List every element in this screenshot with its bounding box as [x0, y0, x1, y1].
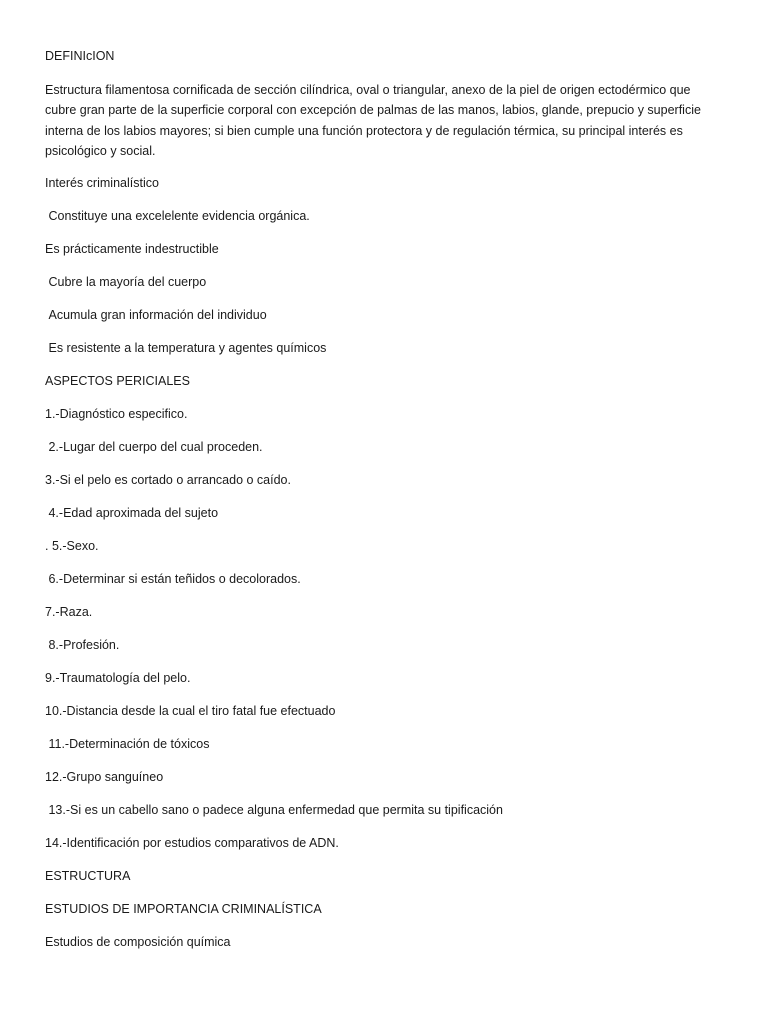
aspecto-item: 11.-Determinación de tóxicos	[45, 737, 210, 752]
document-page	[45, 47, 715, 966]
aspecto-item: 9.-Traumatología del pelo.	[45, 671, 191, 686]
aspecto-item: 3.-Si el pelo es cortado o arrancado o caído.	[45, 473, 291, 488]
interes-item: Es prácticamente indestructible	[45, 242, 219, 257]
heading-estructura: ESTRUCTURA	[45, 869, 131, 884]
aspecto-item: 14.-Identificación por estudios comparativos de ADN.	[45, 836, 339, 851]
aspecto-item: . 5.-Sexo.	[45, 539, 99, 554]
definition-paragraph: Estructura filamentosa cornificada de sección cilíndrica, oval o triangular, anexo de la piel de origen ectodérmico que cubre gran parte de la superficie corporal con excepción de palmas de las manos, labios, glande, prepucio y superficie interna de los labios mayores; si bien cumple una función protectora y de regulación térmica, su principal interés es psicológico y social.	[45, 83, 701, 159]
aspecto-item: 8.-Profesión.	[45, 638, 120, 653]
interes-item: Cubre la mayoría del cuerpo	[45, 275, 207, 290]
interes-item: Acumula gran información del individuo	[45, 308, 267, 323]
heading-definicion: DEFINIcION	[45, 49, 115, 63]
aspecto-item: 2.-Lugar del cuerpo del cual proceden.	[45, 440, 263, 455]
aspecto-item: 6.-Determinar si están teñidos o decolorados.	[45, 572, 301, 587]
aspecto-item: 7.-Raza.	[45, 605, 93, 620]
interes-item: Constituye una excelelente evidencia orgánica.	[45, 209, 310, 224]
heading-aspectos-periciales: ASPECTOS PERICIALES	[45, 374, 190, 389]
aspecto-item: 13.-Si es un cabello sano o padece alguna enfermedad que permita su tipificación	[45, 803, 503, 818]
interes-item: Es resistente a la temperatura y agentes químicos	[45, 341, 327, 356]
aspecto-item: 10.-Distancia desde la cual el tiro fatal fue efectuado	[45, 704, 336, 719]
aspecto-item: 12.-Grupo sanguíneo	[45, 770, 164, 785]
aspecto-item: 4.-Edad aproximada del sujeto	[45, 506, 219, 521]
heading-estudios-criminalistica: ESTUDIOS DE IMPORTANCIA CRIMINALÍSTICA	[45, 902, 322, 917]
aspecto-item: 1.-Diagnóstico especifico.	[45, 407, 188, 422]
estudios-item: Estudios de composición química	[45, 935, 231, 950]
heading-interes-criminalistico: Interés criminalístico	[45, 176, 159, 191]
